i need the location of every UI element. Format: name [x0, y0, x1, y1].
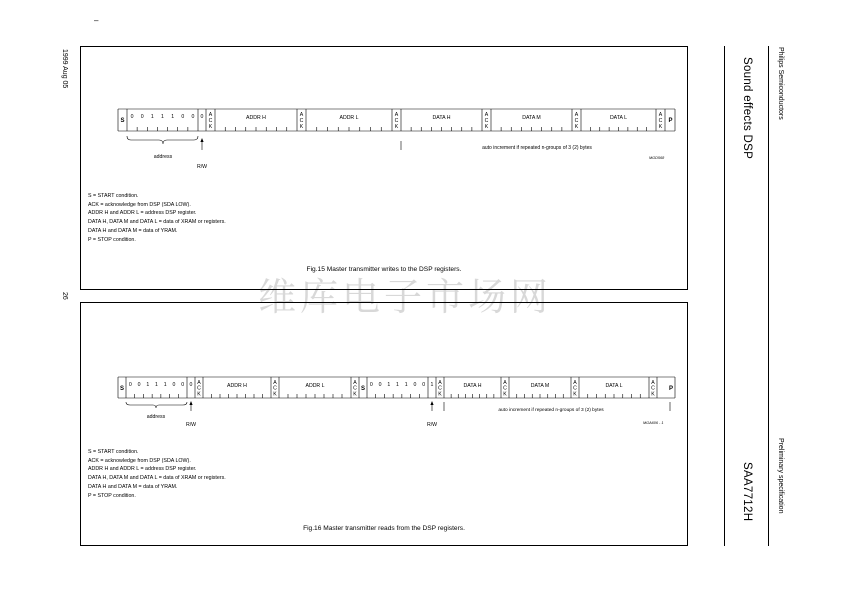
fig15-code: MGD568: [649, 156, 665, 160]
fig16-ack-field-3-letter: A: [573, 380, 577, 386]
fig15-field-0: ADDR H: [246, 115, 266, 121]
fig16-auto-label: auto increment if repeated n-groups of 3 (2) bytes: [498, 408, 604, 413]
fig15-address-brace: [127, 136, 198, 144]
fig16-ack-field-3-letter: C: [573, 385, 577, 392]
part-number: SAA7712H: [741, 462, 753, 522]
fig16-legend: [88, 448, 226, 500]
legend-data-yram: DATA H and DATA M = data of YRAM.: [88, 227, 178, 234]
fig15-stop-label: P: [668, 118, 673, 124]
top-mark: –: [94, 16, 99, 25]
fig16-rw1-label: R/W: [185, 422, 197, 428]
fig16-addr2-bit: 0: [422, 382, 426, 388]
fig15-ack-4-letter: K: [484, 124, 489, 130]
spec-type: Preliminary specification: [777, 438, 784, 514]
fig16-ack-field-4-letter: K: [651, 391, 655, 398]
fig16-caption: Fig.16 Master transmitter reads from the DSP registers.: [303, 525, 465, 532]
fig16-code: MGA606 - 1: [643, 421, 664, 425]
fig16-address-label: address: [146, 414, 166, 420]
fig16-addr1-bit: 1: [155, 382, 158, 388]
legend-addr: ADDR H and ADDR L = address DSP register.: [88, 466, 197, 473]
fig15-ack-2-letter: A: [299, 112, 304, 118]
fig15-rw-label: R/W: [196, 164, 208, 170]
fig16-ack2-letter: C: [438, 385, 442, 392]
fig16-addr2-bit: 1: [387, 382, 391, 388]
fig16-ack-field-2-letter: K: [503, 391, 507, 398]
legend-addr: ADDR H and ADDR L = address DSP register.: [88, 210, 197, 217]
fig16-addr2-bit: 0: [378, 382, 382, 388]
fig15-addr-bit: 1: [150, 114, 154, 120]
fig16-ack-field-1-letter: K: [353, 391, 357, 398]
fig15-field-2: DATA H: [432, 115, 451, 121]
fig15-ack-5-letter: C: [574, 118, 579, 124]
fig15-addr-bit: 0: [130, 114, 134, 120]
fig16-rw1-bit: 0: [189, 382, 193, 388]
fig15-address-label: address: [153, 154, 173, 160]
watermark: 维库电子市场网: [258, 275, 553, 319]
section-title: Sound effects DSP: [741, 57, 753, 160]
page-number: 26: [61, 292, 68, 300]
fig16-addr2-bit: 0: [369, 382, 373, 388]
fig15-caption: Fig.15 Master transmitter writes to the DSP registers.: [306, 266, 462, 273]
fig16-rw2-bit: 1: [430, 382, 434, 388]
fig16-ack-field-0-letter: C: [273, 385, 277, 392]
fig16-ack2-letter: K: [438, 391, 442, 398]
fig16-ack-field-1-letter: A: [353, 380, 357, 386]
fig15-ack1-letter: A: [208, 112, 213, 118]
header-rule: [724, 46, 725, 546]
fig15-addr-bit: 1: [161, 114, 164, 120]
fig16-start1-label: S: [119, 386, 125, 392]
fig16-ack-field-1-letter: C: [353, 385, 357, 392]
fig15-timing-diagram: [81, 47, 687, 187]
fig15-addr-bit: 1: [171, 114, 175, 120]
fig16-addr1-bit: 1: [163, 382, 167, 388]
fig15-legend: [88, 192, 226, 244]
fig16-addr1-bit: 0: [172, 382, 176, 388]
fig15-ack-4-letter: C: [484, 118, 489, 124]
fig15-ack-6-letter: C: [658, 118, 663, 124]
fig15-ack-5-letter: K: [574, 124, 579, 130]
legend-data-yram: DATA H and DATA M = data of YRAM.: [88, 483, 178, 490]
fig16-field-0: ADDR H: [227, 383, 247, 389]
fig16-ack-field-2-letter: C: [503, 385, 507, 392]
fig16-field-1: ADDR L: [305, 383, 325, 389]
fig15-ack-5-letter: A: [574, 112, 579, 118]
fig16-addr2-bit: 1: [404, 382, 408, 388]
fig15-ack-4-letter: A: [484, 112, 489, 118]
date-label: 1999 Aug 05: [61, 49, 68, 89]
fig16-addr1-bit: 0: [181, 382, 185, 388]
fig16-field-3: DATA M: [530, 383, 550, 389]
fig15-ack-3-letter: C: [394, 118, 399, 124]
legend-stop: P = STOP condition.: [88, 492, 136, 499]
fig16-ack-field-4-letter: C: [651, 385, 655, 392]
legend-start: S = START condition.: [88, 449, 139, 455]
legend-start: S = START condition.: [88, 193, 139, 199]
fig16-timing-diagram: [81, 303, 687, 443]
fig16-addr2-bit: 0: [413, 382, 417, 388]
fig15-ack-6-letter: A: [658, 112, 663, 118]
fig15-addr-bit: 0: [191, 114, 195, 120]
fig15-field-4: DATA L: [609, 115, 628, 121]
fig15-addr-bit: 0: [181, 114, 185, 120]
fig15-rw-arrow-head: [200, 138, 203, 142]
legend-data-xram: DATA H, DATA M and DATA L = data of XRAM or registers.: [88, 475, 226, 482]
fig16-rw2-arrow-head: [430, 401, 433, 405]
fig15-ack-3-letter: A: [394, 112, 399, 118]
fig15-ack-6-letter: K: [658, 124, 663, 130]
figure-16: [80, 302, 688, 546]
fig15-ack1-letter: C: [208, 118, 213, 124]
fig16-ack1-letter: A: [197, 380, 201, 386]
fig15-auto-label: auto increment if repeated n-groups of 3 (2) bytes: [482, 145, 592, 151]
legend-data-xram: DATA H, DATA M and DATA L = data of XRAM or registers.: [88, 219, 226, 226]
fig16-ack2-letter: A: [438, 380, 442, 386]
fig16-field-4: DATA L: [605, 383, 623, 389]
company-name: Philips Semiconductors: [777, 47, 784, 120]
fig15-ack-2-letter: K: [299, 124, 304, 130]
legend-ack: ACK = acknowledge from DSP (SDA LOW).: [88, 457, 191, 464]
fig15-addr-bit: 0: [140, 114, 144, 120]
fig16-ack-field-0-letter: K: [273, 391, 277, 398]
fig15-rw-bit: 0: [200, 114, 204, 120]
legend-ack: ACK = acknowledge from DSP (SDA LOW).: [88, 201, 191, 208]
fig16-addr1-bit: 1: [146, 382, 150, 388]
fig16-stop-label: P: [668, 386, 674, 392]
fig15-ack-2-letter: C: [299, 118, 304, 124]
fig16-addr1-bit: 0: [128, 382, 132, 388]
fig15-ack-3-letter: K: [394, 124, 399, 130]
fig15-start-label: S: [120, 118, 125, 124]
fig16-ack-field-0-letter: A: [273, 380, 277, 386]
fig16-addr1-bit: 0: [137, 382, 141, 388]
fig16-address-brace: [126, 402, 187, 408]
fig16-ack-field-2-letter: A: [503, 380, 507, 386]
fig15-field-3: DATA M: [522, 115, 541, 121]
fig16-field-2: DATA H: [463, 383, 482, 389]
fig16-rw2-label: R/W: [426, 422, 438, 428]
fig15-field-1: ADDR L: [339, 115, 359, 121]
fig16-ack-field-4-letter: A: [651, 380, 655, 386]
fig16-start2-label: S: [360, 386, 366, 392]
figure-15: [80, 46, 688, 290]
legend-stop: P = STOP condition.: [88, 236, 136, 243]
fig16-ack1-letter: C: [197, 385, 201, 392]
fig16-rw1-arrow-head: [189, 401, 192, 405]
fig16-ack-field-3-letter: K: [573, 391, 577, 398]
fig16-ack1-letter: K: [197, 391, 201, 398]
margin-rule: [768, 46, 769, 546]
fig16-addr2-bit: 1: [396, 382, 399, 388]
fig15-ack1-letter: K: [208, 124, 213, 130]
